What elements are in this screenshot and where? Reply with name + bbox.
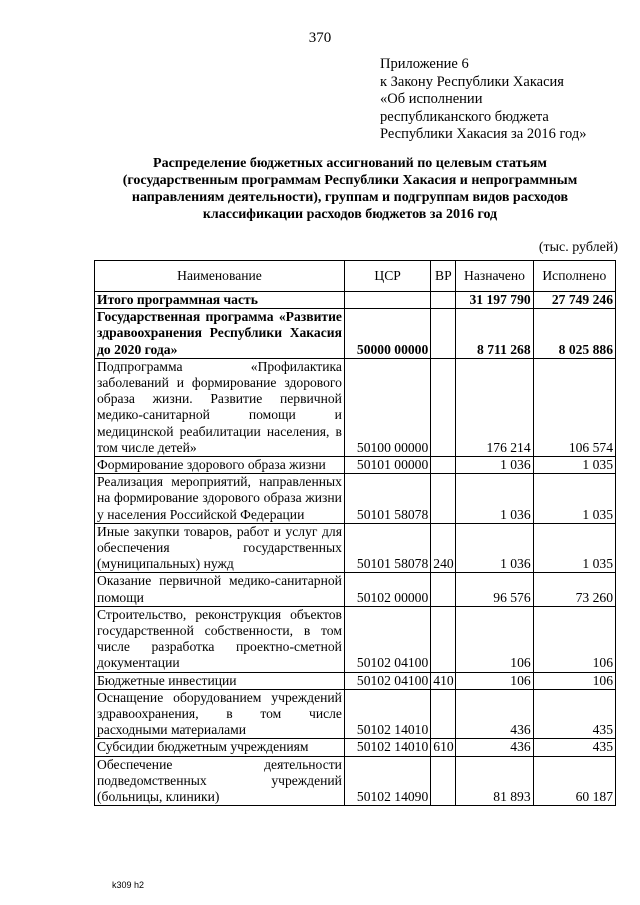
row-name: Формирование здорового образа жизни bbox=[95, 457, 345, 474]
units-label: (тыс. рублей) bbox=[538, 240, 618, 255]
row-name: Оказание первичной медико-санитарной помощи bbox=[95, 573, 345, 606]
row-csr: 50102 14010 bbox=[344, 739, 430, 756]
row-assigned: 176 214 bbox=[456, 358, 533, 456]
row-executed: 1 035 bbox=[533, 523, 615, 573]
row-executed: 8 025 886 bbox=[533, 309, 615, 359]
row-vr bbox=[431, 474, 456, 524]
document-title bbox=[80, 155, 620, 223]
row-assigned: 96 576 bbox=[456, 573, 533, 606]
row-vr bbox=[431, 606, 456, 672]
row-csr bbox=[344, 292, 430, 309]
row-name: Бюджетные инвестиции bbox=[95, 672, 345, 689]
table-body bbox=[95, 292, 616, 806]
row-executed: 73 260 bbox=[533, 573, 615, 606]
appendix-block bbox=[380, 56, 635, 144]
footer-code: k309 h2 bbox=[112, 880, 145, 890]
row-executed: 435 bbox=[533, 689, 615, 739]
appendix-line: республиканского бюджета bbox=[380, 108, 549, 125]
row-vr: 410 bbox=[431, 672, 456, 689]
row-executed: 435 bbox=[533, 739, 615, 756]
table-row bbox=[95, 309, 616, 359]
table-row bbox=[95, 457, 616, 474]
table-row bbox=[95, 573, 616, 606]
row-vr bbox=[431, 573, 456, 606]
title-line: направлениям деятельности), группам и подгруппам видов расходов bbox=[131, 190, 569, 205]
row-executed: 27 749 246 bbox=[533, 292, 615, 309]
row-csr: 50102 14090 bbox=[344, 756, 430, 806]
row-vr: 240 bbox=[431, 523, 456, 573]
table-row bbox=[95, 689, 616, 739]
row-name: Оснащение оборудованием учреждений здравоохранения, в том числе расходными материалами bbox=[95, 689, 345, 739]
row-csr: 50101 58078 bbox=[344, 523, 430, 573]
row-name: Подпрограмма «Профилактика заболеваний и формирование здорового образа жизни. Развитие первичной медико-санитарной помощи и медицинской реабилитации населения, в том числе детей» bbox=[95, 358, 345, 456]
row-csr: 50102 00000 bbox=[344, 573, 430, 606]
row-assigned: 8 711 268 bbox=[456, 309, 533, 359]
row-name: Государственная программа «Развитие здравоохранения Республики Хакасия до 2020 года» bbox=[95, 309, 345, 359]
row-vr bbox=[431, 292, 456, 309]
row-name: Иные закупки товаров, работ и услуг для обеспечения государственных (муниципальных) нужд bbox=[95, 523, 345, 573]
row-vr bbox=[431, 689, 456, 739]
row-csr: 50101 58078 bbox=[344, 474, 430, 524]
title-line: Распределение бюджетных ассигнований по целевым статьям bbox=[153, 156, 547, 171]
table-row bbox=[95, 739, 616, 756]
appendix-line: Приложение 6 bbox=[380, 56, 469, 72]
title-line: (государственным программам Республики Хакасия и непрограммным bbox=[122, 173, 578, 188]
row-assigned: 1 036 bbox=[456, 523, 533, 573]
appendix-line: Республики Хакасия за 2016 год» bbox=[380, 126, 587, 142]
row-vr bbox=[431, 457, 456, 474]
row-assigned: 1 036 bbox=[456, 457, 533, 474]
header-csr: ЦСР bbox=[344, 261, 430, 292]
row-assigned: 436 bbox=[456, 689, 533, 739]
row-assigned: 106 bbox=[456, 672, 533, 689]
row-name: Обеспечение деятельности подведомственных учреждений (больницы, клиники) bbox=[95, 756, 345, 806]
row-csr: 50102 14010 bbox=[344, 689, 430, 739]
appendix-line: «Об исполнении bbox=[380, 91, 483, 107]
table-row bbox=[95, 292, 616, 309]
page-number: 370 bbox=[308, 30, 332, 46]
row-vr: 610 bbox=[431, 739, 456, 756]
row-csr: 50102 04100 bbox=[344, 672, 430, 689]
row-assigned: 31 197 790 bbox=[456, 292, 533, 309]
table-row bbox=[95, 358, 616, 456]
row-csr: 50100 00000 bbox=[344, 358, 430, 456]
row-csr: 50102 04100 bbox=[344, 606, 430, 672]
row-name: Строительство, реконструкция объектов государственной собственности, в том числе разработка проектно-сметной документации bbox=[95, 606, 345, 672]
row-assigned: 81 893 bbox=[456, 756, 533, 806]
header-name: Наименование bbox=[95, 261, 345, 292]
row-vr bbox=[431, 358, 456, 456]
row-executed: 60 187 bbox=[533, 756, 615, 806]
table-row bbox=[95, 606, 616, 672]
header-vr: ВР bbox=[431, 261, 456, 292]
row-executed: 1 035 bbox=[533, 474, 615, 524]
header-assigned: Назначено bbox=[456, 261, 533, 292]
table-row bbox=[95, 523, 616, 573]
row-name: Субсидии бюджетным учреждениям bbox=[95, 739, 345, 756]
row-executed: 106 bbox=[533, 672, 615, 689]
budget-table bbox=[94, 260, 616, 806]
table-row bbox=[95, 672, 616, 689]
row-assigned: 436 bbox=[456, 739, 533, 756]
row-executed: 1 035 bbox=[533, 457, 615, 474]
title-line: классификации расходов бюджетов за 2016 год bbox=[202, 207, 498, 222]
row-vr bbox=[431, 309, 456, 359]
row-name: Итого программная часть bbox=[95, 292, 345, 309]
row-executed: 106 bbox=[533, 606, 615, 672]
row-csr: 50101 00000 bbox=[344, 457, 430, 474]
row-assigned: 106 bbox=[456, 606, 533, 672]
appendix-line: к Закону Республики Хакасия bbox=[380, 73, 564, 90]
table-row bbox=[95, 756, 616, 806]
table-header-row bbox=[95, 261, 616, 292]
row-vr bbox=[431, 756, 456, 806]
row-name: Реализация мероприятий, направленных на формирование здорового образа жизни у населения Российской Федерации bbox=[95, 474, 345, 524]
row-csr: 50000 00000 bbox=[344, 309, 430, 359]
row-executed: 106 574 bbox=[533, 358, 615, 456]
row-assigned: 1 036 bbox=[456, 474, 533, 524]
header-executed: Исполнено bbox=[533, 261, 615, 292]
table-row bbox=[95, 474, 616, 524]
